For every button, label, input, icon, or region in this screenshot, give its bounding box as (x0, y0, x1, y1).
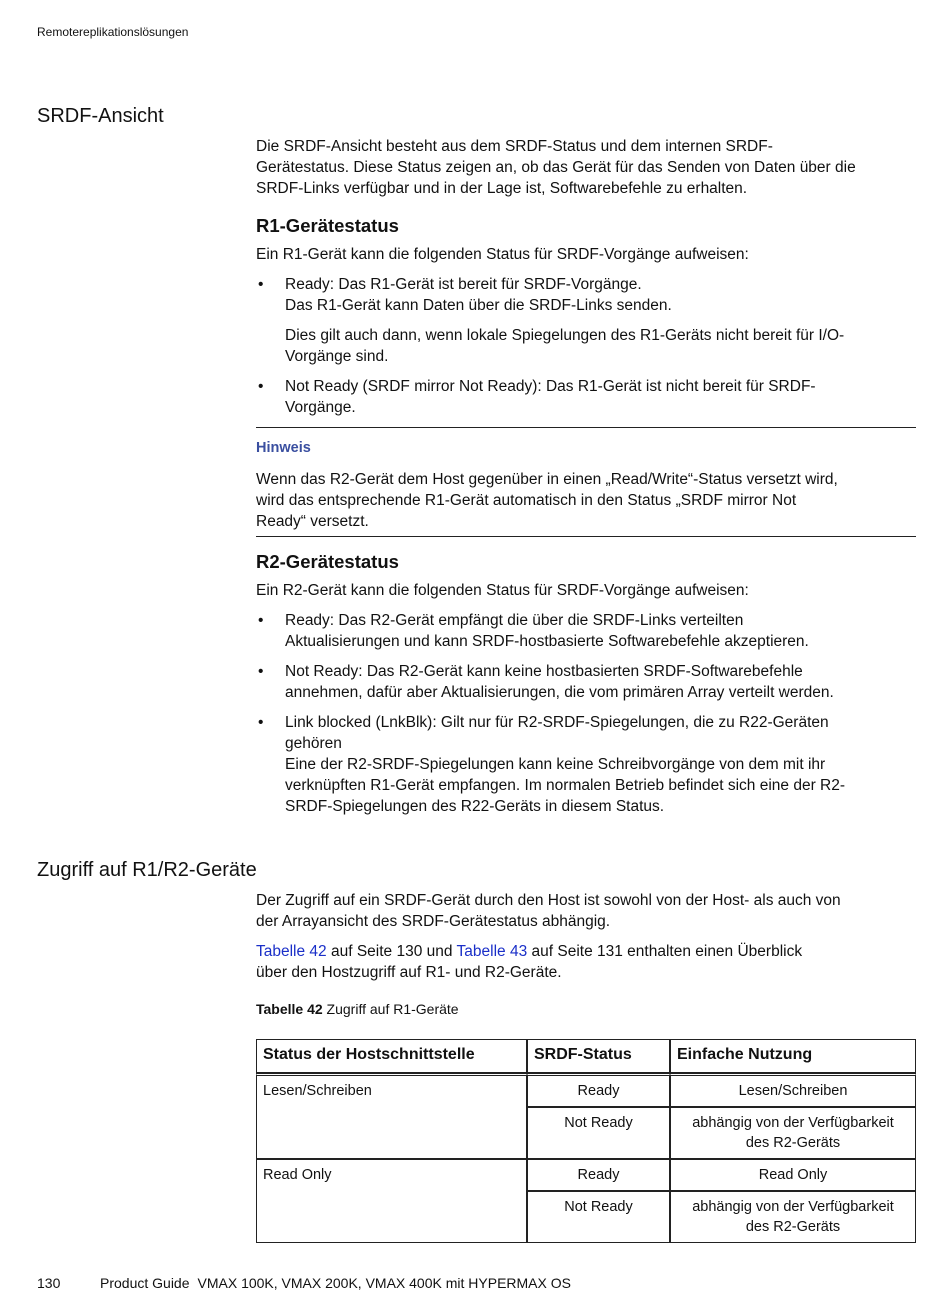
bullet-icon: • (258, 378, 264, 395)
column-header-host-status: Status der Hostschnittstelle (256, 1039, 527, 1073)
bullet-icon: • (258, 276, 264, 293)
section-zugriff-body (256, 890, 916, 983)
intro-paragraph: Die SRDF-Ansicht besteht aus dem SRDF-Status und dem internen SRDF- Gerätestatus. Diese Status zeigen an, ob das Gerät für das Senden von Daten über die SRDF-Links verfügbar und in der Lage ist, Softwarebefehle zu erhalten. (256, 138, 856, 197)
table-row (256, 1073, 916, 1107)
list-item: • Link blocked (LnkBlk): Gilt nur für R2-SRDF-Spiegelungen, die zu R22-Geräten gehören Eine der R2-SRDF-Spiegelungen kann keine Schreibvorgänge von dem mit ihr verknüpften R1-Gerät empfangen. Im normalen Betrieb befindet sich eine der R2- SRDF-Spiegelungen des R22-Geräts in diesem Status. (258, 714, 846, 815)
table-header-row (256, 1039, 916, 1073)
list-item: • Not Ready (SRDF mirror Not Ready): Das R1-Gerät ist nicht bereit für SRDF- Vorgänge. (258, 378, 816, 416)
table-cell-srdf: Not Ready (527, 1107, 670, 1159)
bullet-icon: • (258, 663, 264, 680)
table-cell-host: Read Only (256, 1159, 527, 1243)
table-zugriff-r1 (256, 1039, 916, 1243)
page-footer (37, 1275, 571, 1291)
note-text: Wenn das R2-Gerät dem Host gegenüber in einen „Read/Write“-Status versetzt wird, wird das entsprechende R1-Gerät automatisch in den Status „SRDF mirror Not Ready“ versetzt. (256, 471, 838, 530)
note-top-rule (256, 427, 916, 428)
table-caption-label: Tabelle 42 (256, 1001, 323, 1017)
table-reference-paragraph: Tabelle 42 auf Seite 130 und Tabelle 43 auf Seite 131 enthalten einen Überblick über den Hostzugriff auf R1- und R2-Geräte. (256, 943, 803, 981)
table-cell-srdf: Not Ready (527, 1191, 670, 1243)
r2-intro: Ein R2-Gerät kann die folgenden Status für SRDF-Vorgänge aufweisen: (256, 582, 749, 599)
note-label: Hinweis (256, 440, 311, 456)
table-cell-nutzung: Lesen/Schreiben (670, 1073, 916, 1107)
r1-ready-note: Dies gilt auch dann, wenn lokale Spiegelungen des R1-Geräts nicht bereit für I/O- Vorgänge sind. (285, 327, 845, 365)
table-caption-text: Zugriff auf R1-Geräte (322, 1001, 459, 1017)
zugriff-paragraph: Der Zugriff auf ein SRDF-Gerät durch den Host ist sowohl von der Host- als auch von der Arrayansicht des SRDF-Gerätestatus abhängig. (256, 892, 841, 930)
footer-subtitle: VMAX 100K, VMAX 200K, VMAX 400K mit HYPERMAX OS (197, 1275, 571, 1291)
bullet-icon: • (258, 612, 264, 629)
column-header-nutzung: Einfache Nutzung (670, 1039, 916, 1073)
bullet-icon: • (258, 714, 264, 731)
note-bottom-rule (256, 536, 916, 537)
table-caption (256, 1001, 459, 1017)
list-item: • Ready: Das R1-Gerät ist bereit für SRDF-Vorgänge. Das R1-Gerät kann Daten über die SRDF-Links senden. Dies gilt auch dann, wenn lokale Spiegelungen des R1-Geräts nicht bereit für I/O- Vorgänge sind. (256, 274, 916, 367)
section-heading-srdf-ansicht: SRDF-Ansicht (37, 105, 164, 127)
subheading-r2-geraetestatus: R2-Gerätestatus (256, 551, 399, 572)
section-heading-zugriff: Zugriff auf R1/R2-Geräte (37, 859, 257, 881)
subheading-r1-geraetestatus: R1-Gerätestatus (256, 215, 399, 236)
link-tabelle-42[interactable]: Tabelle 42 (256, 943, 327, 960)
table-cell-nutzung: abhängig von der Verfügbarkeit des R2-Geräts (670, 1107, 916, 1159)
running-header: Remotereplikationslösungen (37, 25, 189, 39)
table-cell-srdf: Ready (527, 1159, 670, 1191)
r1-status-list (256, 274, 916, 418)
r2-status-list (256, 610, 916, 817)
list-item: • Ready: Das R2-Gerät empfängt die über die SRDF-Links verteilten Aktualisierungen und kann SRDF-hostbasierte Softwarebefehle akzeptieren. (258, 612, 809, 650)
r1-intro: Ein R1-Gerät kann die folgenden Status für SRDF-Vorgänge aufweisen: (256, 246, 749, 263)
table-cell-nutzung: Read Only (670, 1159, 916, 1191)
section-srdf-ansicht-body (256, 136, 916, 817)
list-item: • Not Ready: Das R2-Gerät kann keine hostbasierten SRDF-Softwarebefehle annehmen, dafür aber Aktualisierungen, die vom primären Array verteilt werden. (258, 663, 834, 701)
table-42-container (256, 1039, 916, 1243)
table-cell-host: Lesen/Schreiben (256, 1073, 527, 1159)
link-tabelle-43[interactable]: Tabelle 43 (456, 943, 528, 960)
table-row (256, 1159, 916, 1191)
footer-product: Product Guide (100, 1275, 190, 1291)
page-number: 130 (37, 1275, 61, 1291)
table-cell-srdf: Ready (527, 1073, 670, 1107)
table-cell-nutzung: abhängig von der Verfügbarkeit des R2-Geräts (670, 1191, 916, 1243)
column-header-srdf-status: SRDF-Status (527, 1039, 670, 1073)
